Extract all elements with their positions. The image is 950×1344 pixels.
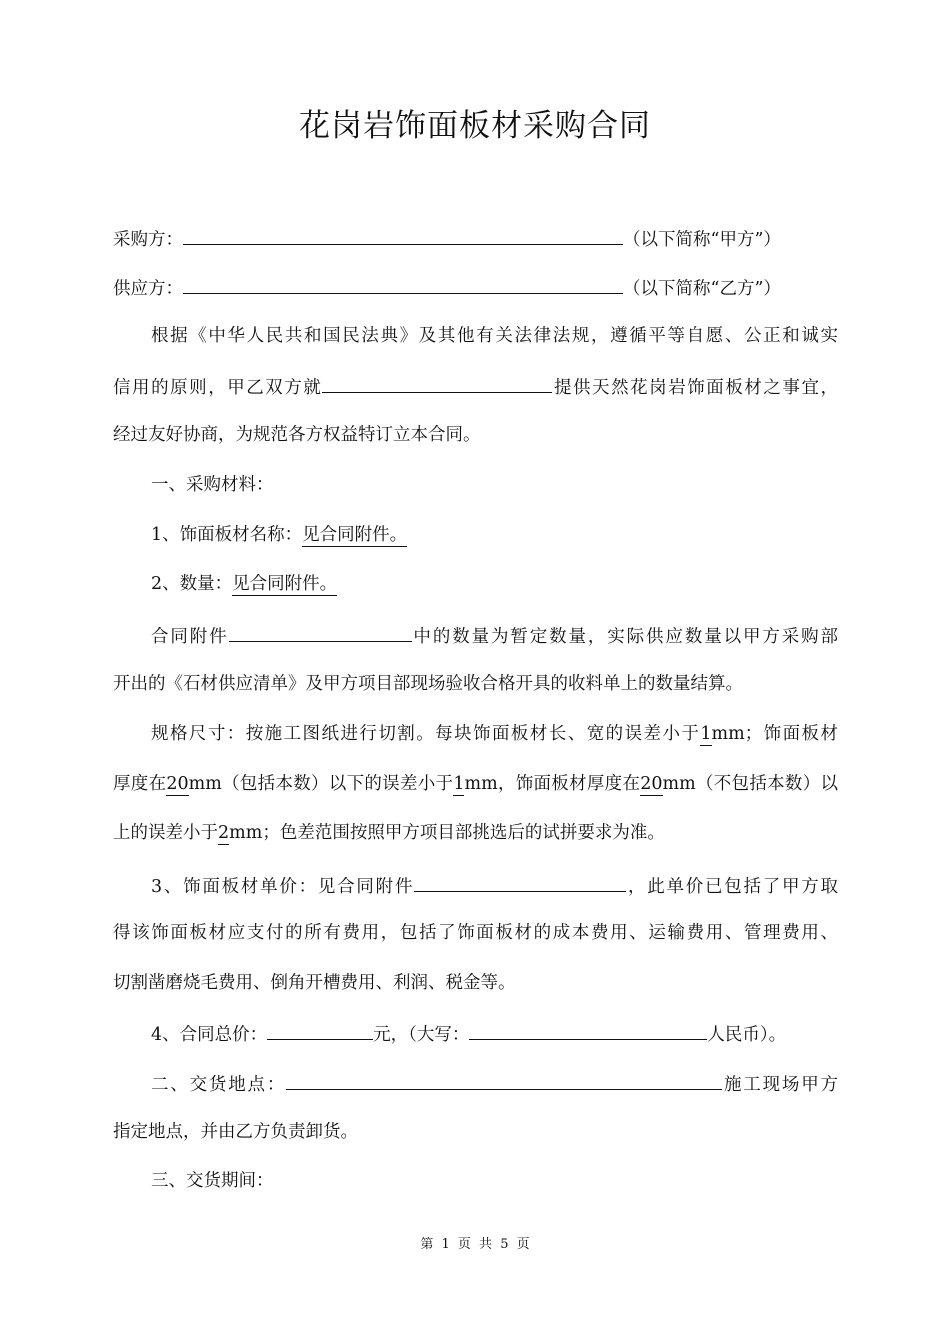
total-amount-field[interactable]	[267, 1017, 373, 1040]
spec-line-2	[113, 769, 838, 799]
spec-2-text-b: mm（包括本数）以下的误差小于	[188, 774, 454, 794]
price-text-b: ，此单价已包括了甲方取	[626, 877, 839, 897]
supplier-blank-field[interactable]	[183, 271, 623, 294]
supplier-label: 供应方：	[113, 279, 183, 299]
total-amount-words-field[interactable]	[469, 1017, 707, 1040]
total-currency: 人民币）。	[707, 1025, 787, 1045]
spec-2-number-2: 1	[453, 774, 465, 794]
total-label: 4、合同总价：	[151, 1025, 268, 1045]
intro-line-2-end: 提供天然花岗岩饰面板材之事宜，	[552, 378, 839, 398]
intro-line-2	[113, 370, 838, 400]
item-1-line	[151, 520, 838, 550]
intro-line-1: 根据《中华人民共和国民法典》及其他有关法律法规，遵循平等自愿、公正和诚实	[151, 326, 838, 346]
project-blank-field[interactable]	[322, 370, 552, 393]
total-price-line	[151, 1017, 838, 1047]
section-1-heading: 一、采购材料：	[151, 475, 274, 495]
section-2-line-1	[151, 1067, 838, 1097]
price-line-3: 切割凿磨烧毛费用、倒角开槽费用、利润、税金等。	[113, 973, 516, 993]
spec-2-text-d: mm（不包括本数）以	[662, 774, 838, 794]
spec-line-3	[113, 818, 838, 848]
price-line-2: 得该饰面板材应支付的所有费用，包括了饰面板材的成本费用、运输费用、管理费用、	[113, 923, 838, 943]
supplier-note: （以下简称“乙方”）	[623, 279, 781, 299]
delivery-place-field[interactable]	[286, 1067, 722, 1090]
price-line-1	[151, 869, 838, 899]
quantity-text-b: 中的数量为暂定数量，实际供应数量以甲方采购部	[411, 627, 839, 647]
price-attachment-blank-field[interactable]	[414, 869, 626, 892]
spec-2-text-a: 厚度在	[113, 774, 167, 794]
document-title: 花岗岩饰面板材采购合同	[299, 108, 651, 144]
buyer-note: （以下简称“甲方”）	[623, 230, 781, 250]
buyer-line	[113, 222, 838, 252]
spec-2-text-c: mm，饰面板材厚度在	[464, 774, 641, 794]
quantity-text-a: 合同附件	[151, 627, 229, 647]
quantity-line-1	[151, 619, 838, 649]
total-unit: 元，（大写：	[373, 1025, 470, 1045]
spec-3-text-b: mm；色差范围按照甲方项目部挑选后的试拼要求为准。	[229, 823, 665, 843]
item-2-line	[151, 569, 838, 599]
price-text-a: 3、饰面板材单价：见合同附件	[151, 877, 415, 897]
page-footer: 第 1 页 共 5 页	[420, 1237, 530, 1252]
buyer-label: 采购方：	[113, 230, 183, 250]
supplier-line	[113, 271, 838, 301]
spec-3-text-a: 上的误差小于	[113, 823, 218, 843]
spec-1-text-b: mm；饰面板材	[711, 724, 838, 744]
section-2-line-2: 指定地点，并由乙方负责卸货。	[113, 1122, 358, 1142]
section-2-tail: 施工现场甲方	[722, 1075, 839, 1095]
buyer-blank-field[interactable]	[183, 222, 623, 245]
item-2-label: 2、数量：	[151, 574, 233, 594]
spec-line-1	[151, 719, 838, 749]
intro-line-3: 经过友好协商，为规范各方权益特订立本合同。	[113, 425, 481, 445]
intro-line-2-start: 信用的原则，甲乙双方就	[113, 378, 323, 398]
section-3-heading: 三、交货期间：	[151, 1171, 274, 1191]
quantity-line-2: 开出的《石材供应清单》及甲方项目部现场验收合格开具的收料单上的数量结算。	[113, 674, 743, 694]
section-2-heading: 二、交货地点：	[151, 1075, 287, 1095]
spec-1-number: 1	[700, 724, 712, 744]
attachment-blank-field[interactable]	[229, 619, 412, 642]
spec-2-number-3: 20	[640, 774, 663, 794]
spec-1-text-a: 规格尺寸：按施工图纸进行切割。每块饰面板材长、宽的误差小于	[151, 724, 701, 744]
item-1-label: 1、饰面板材名称：	[151, 525, 303, 545]
spec-2-number-1: 20	[166, 774, 189, 794]
item-2-value: 见合同附件。	[232, 574, 338, 594]
spec-3-number: 2	[218, 823, 230, 843]
item-1-value: 见合同附件。	[302, 525, 408, 545]
